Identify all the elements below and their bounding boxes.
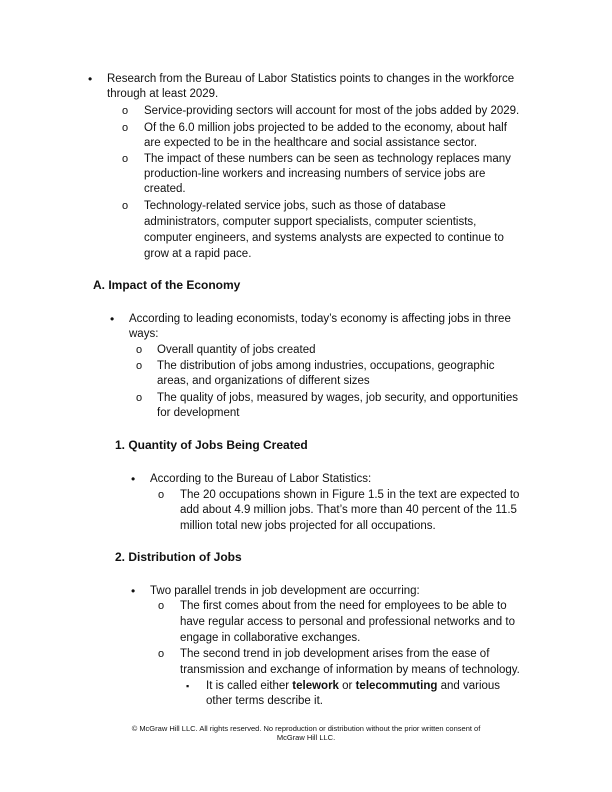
paragraph-line: through at least 2029. (107, 88, 219, 100)
bullet-circle: o (158, 648, 165, 660)
bullet-square: ▪ (186, 681, 190, 691)
bullet-circle: o (158, 489, 165, 501)
bullet-dot: • (131, 472, 136, 486)
list-item: have regular access to personal and professional networks and to (180, 616, 515, 628)
list-item: engage in collaborative exchanges. (180, 632, 361, 644)
list-item: The second trend in job development arises from the ease of (180, 648, 490, 660)
bullet-circle: o (158, 600, 165, 612)
paragraph-line: ways: (129, 328, 159, 340)
list-item: The 20 occupations shown in Figure 1.5 in the text are expected to (180, 489, 520, 501)
text-run: It is called either (206, 680, 293, 692)
subsection-heading: 2. Distribution of Jobs (115, 550, 242, 564)
list-item: add about 4.9 million jobs. That’s more than 40 percent of the 11.5 (180, 504, 517, 516)
paragraph-line: According to the Bureau of Labor Statistics: (150, 473, 372, 485)
list-item: The first comes about from the need for employees to be able to (180, 600, 507, 612)
list-item: production-line workers and increasing numbers of service jobs are (144, 168, 486, 180)
bullet-circle: o (122, 122, 129, 134)
bullet-circle: o (122, 105, 129, 117)
bullet-circle: o (136, 392, 143, 404)
list-item: Service-providing sectors will account for most of the jobs added by 2029. (144, 105, 520, 117)
list-item: created. (144, 183, 186, 195)
term-telecommuting: telecommuting (355, 680, 438, 692)
text-run: and various (437, 680, 501, 692)
list-item: Technology-related service jobs, such as those of database (144, 200, 446, 212)
term-telework: telework (292, 680, 339, 692)
list-item: are expected to be in the healthcare and social assistance sector. (144, 137, 478, 149)
bullet-dot: • (110, 312, 115, 326)
paragraph-line: According to leading economists, today’s economy is affecting jobs in three (129, 313, 511, 325)
bullet-circle: o (122, 153, 129, 165)
list-item: grow at a rapid pace. (144, 248, 252, 260)
list-item: other terms describe it. (206, 695, 323, 707)
section-heading: A. Impact of the Economy (93, 278, 241, 292)
subsection-heading: 1. Quantity of Jobs Being Created (115, 438, 308, 452)
list-item: areas, and organizations of different sizes (157, 375, 370, 387)
bullet-circle: o (122, 200, 129, 212)
paragraph-line: Research from the Bureau of Labor Statistics points to changes in the workforce (107, 73, 515, 85)
bullet-dot: • (131, 584, 136, 598)
list-item: The distribution of jobs among industries, occupations, geographic (157, 360, 495, 372)
paragraph-line: Two parallel trends in job development are occurring: (150, 585, 420, 597)
bullet-dot: • (88, 72, 93, 86)
copyright-line: McGraw Hill LLC. (276, 733, 336, 742)
list-item: transmission and exchange of information by means of technology. (180, 664, 520, 676)
list-item: million total new jobs projected for all occupations. (180, 520, 436, 532)
bullet-circle: o (136, 344, 143, 356)
bullet-circle: o (136, 360, 143, 372)
text-run: or (338, 680, 356, 692)
list-item: The quality of jobs, measured by wages, job security, and opportunities (157, 392, 518, 404)
list-item: Overall quantity of jobs created (157, 344, 316, 356)
list-item (206, 678, 500, 694)
list-item: The impact of these numbers can be seen as technology replaces many (144, 153, 511, 165)
list-item: for development (157, 407, 240, 419)
copyright-line: © McGraw Hill LLC. All rights reserved. No reproduction or distribution without the prior written consent of (131, 724, 481, 733)
list-item: Of the 6.0 million jobs projected to be added to the economy, about half (144, 122, 507, 134)
list-item: administrators, computer support specialists, computer scientists, (144, 216, 477, 228)
list-item: computer engineers, and systems analysts are expected to continue to (144, 232, 504, 244)
footer (0, 724, 612, 742)
